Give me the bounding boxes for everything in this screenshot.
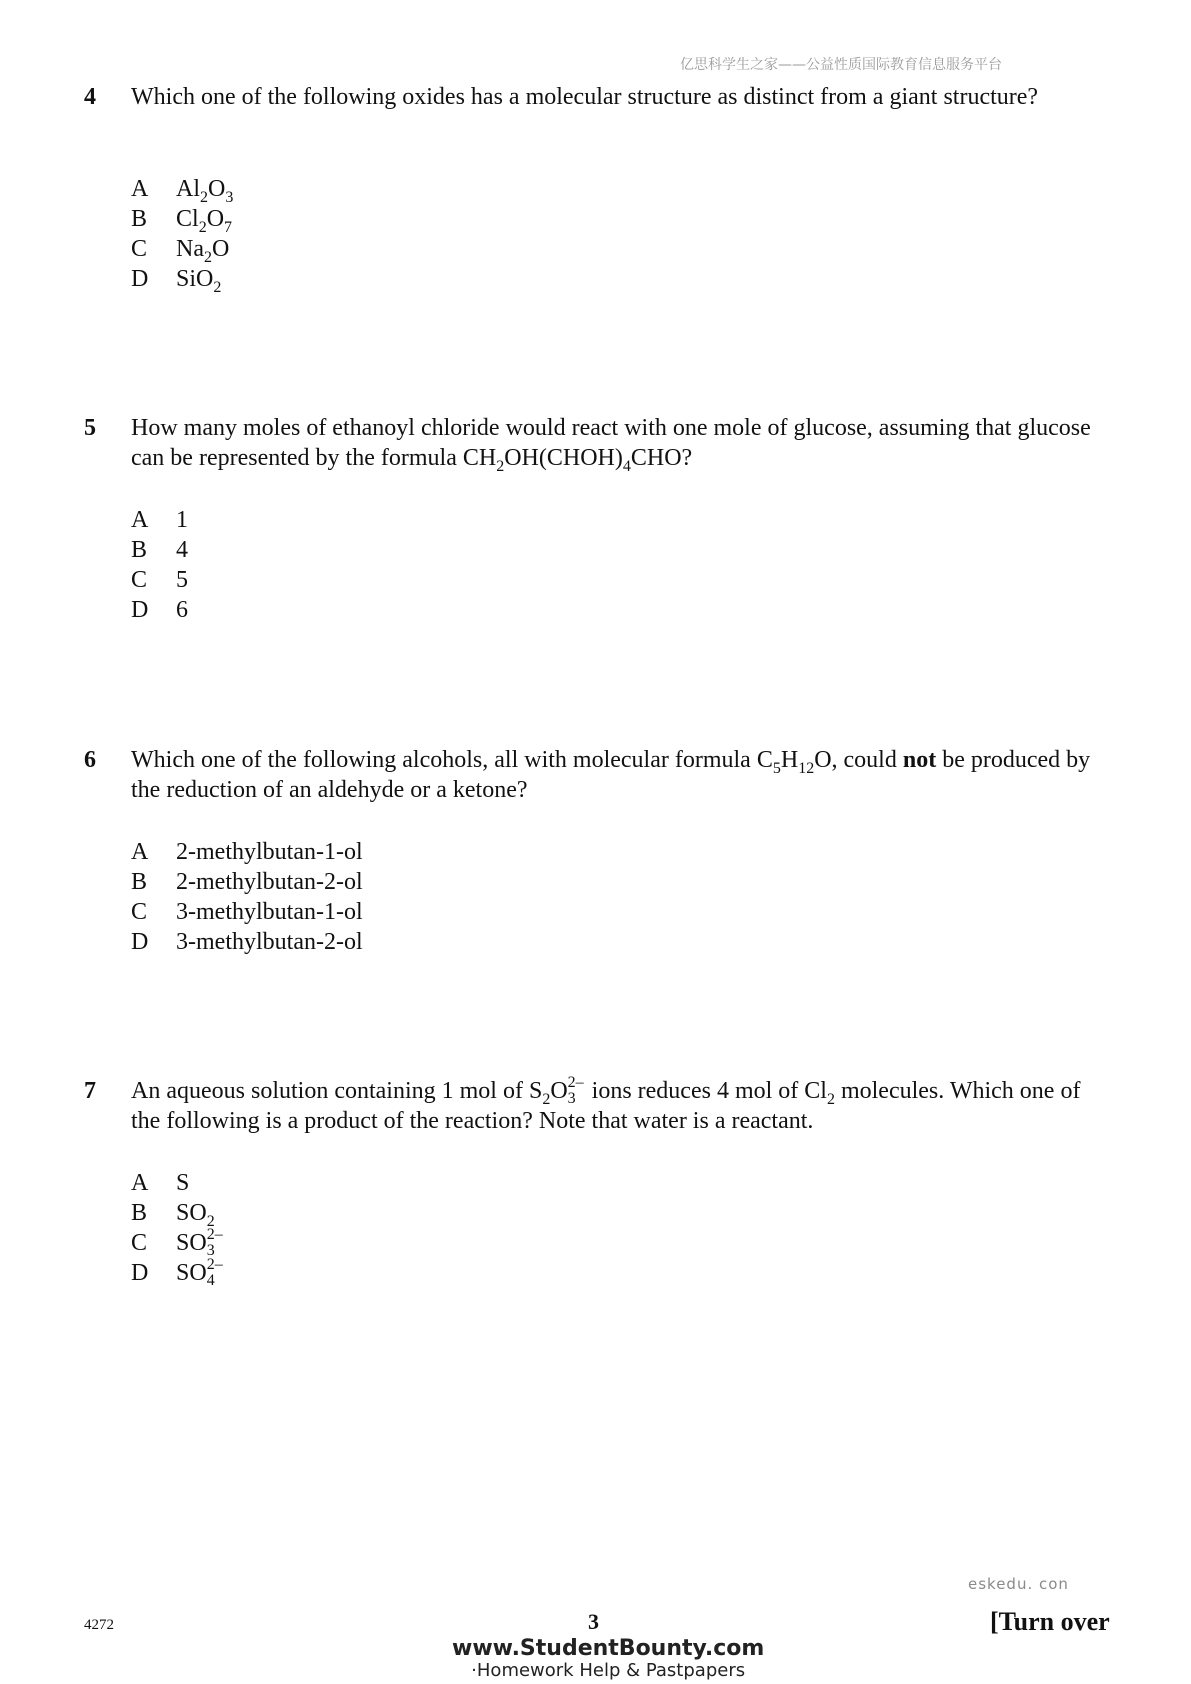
question-text: Which one of the following alcohols, all with molecular formula $C_5H_{12}O$, could not be produced by the reduction of an aldehyde or a ketone? (131, 747, 1091, 803)
option-letter: B (131, 869, 148, 895)
header-watermark: 亿思科学生之家——公益性质国际教育信息服务平台 (680, 57, 1002, 73)
option-letter: D (131, 1260, 149, 1286)
page-number: 3 (588, 1609, 599, 1634)
option-text: S (176, 1170, 190, 1196)
option-text: $Al_2O_3$ (176, 176, 234, 206)
option-letter: C (131, 899, 148, 925)
option-letter: A (131, 1170, 149, 1196)
studentbounty-logo (452, 1637, 764, 1681)
option-letter: A (131, 839, 149, 865)
question-number: 6 (84, 747, 96, 773)
option-letter: B (131, 1200, 148, 1226)
turn-over-label: [Turn over (990, 1607, 1110, 1636)
option-text: SiO$_2$ (176, 266, 222, 296)
option-letter: C (131, 567, 148, 593)
option-text: 1 (176, 507, 188, 533)
logo-url: www.StudentBounty.com (452, 1636, 765, 1661)
paper-code: 4272 (84, 1617, 114, 1633)
option-letter: D (131, 597, 149, 623)
option-text: $Cl_2O_7$ (176, 206, 233, 236)
option-letter: D (131, 929, 149, 955)
logo-tagline: ·Homework Help & Pastpapers (471, 1660, 746, 1681)
option-text: 3-methylbutan-1-ol (176, 899, 363, 925)
option-letter: C (131, 1230, 148, 1256)
question-text: How many moles of ethanoyl chloride would react with one mole of glucose, assuming that glucose can be represented by the formula $CH_2OH(CHOH)_4CHO$? (131, 415, 1091, 475)
option-text: $Na_2O$ (176, 236, 230, 266)
option-text: SO 4 2– (176, 1256, 223, 1289)
option-letter: B (131, 537, 148, 563)
option-text: 2-methylbutan-2-ol (176, 869, 363, 895)
option-text: 2-methylbutan-1-ol (176, 839, 363, 865)
question-text: Which one of the following oxides has a molecular structure as distinct from a giant structure? (131, 84, 1039, 110)
question-number: 7 (84, 1078, 96, 1104)
option-letter: A (131, 507, 149, 533)
option-letter: D (131, 266, 149, 292)
emphasis-not: not (902, 747, 937, 773)
option-letter: B (131, 206, 148, 232)
option-letter: C (131, 236, 148, 262)
question-number: 4 (84, 84, 96, 110)
option-text: 5 (176, 567, 188, 593)
footer-watermark: eskedu. con (968, 1575, 1069, 1593)
question-text: An aqueous solution containing 1 mol of $S_2O$ 3 2– ions reduces 4 mol of $Cl_2$ molecules. Which one of the following is a product of the reaction? Note that water is a reactant. (131, 1074, 1081, 1134)
option-letter: A (131, 176, 149, 202)
option-text: 3-methylbutan-2-ol (176, 929, 363, 955)
option-text: 6 (176, 597, 188, 623)
option-text: 4 (176, 537, 188, 563)
option-text: SO 3 2– (176, 1226, 223, 1259)
question-number: 5 (84, 415, 96, 441)
option-text: $SO_2$ (176, 1200, 215, 1230)
